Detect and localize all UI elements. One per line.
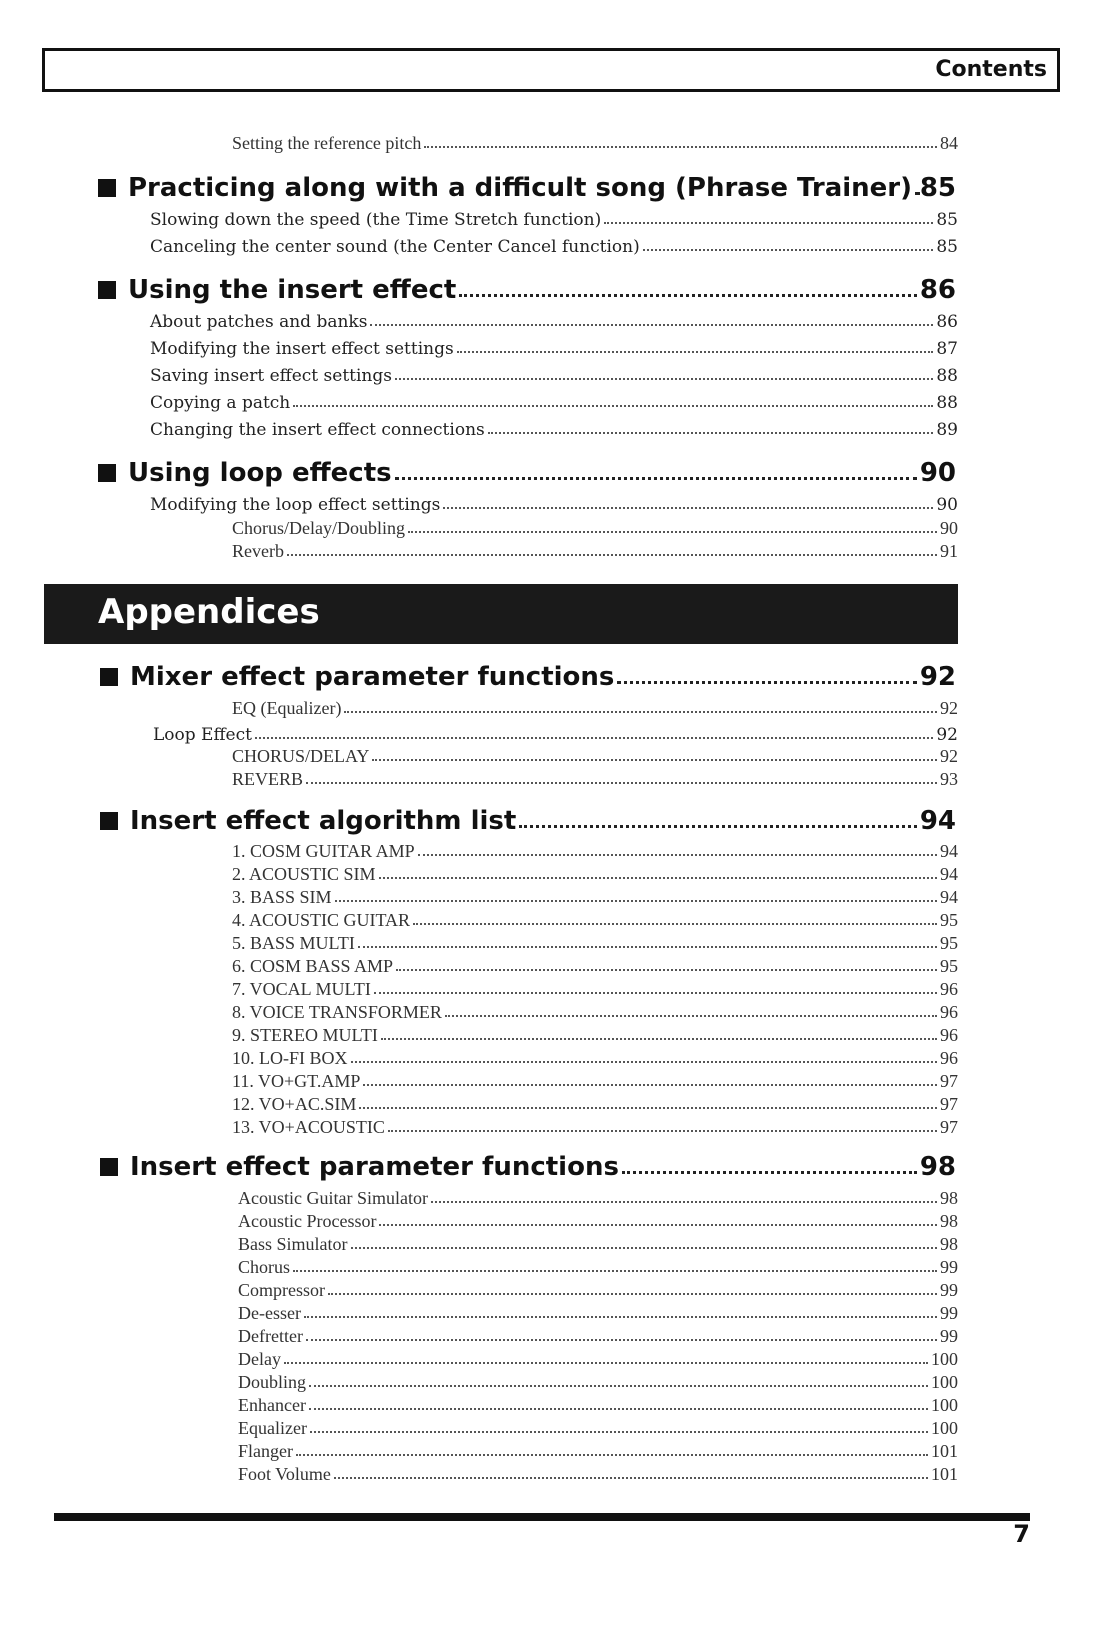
toc-label: Chorus bbox=[238, 1257, 291, 1277]
toc-item-row[interactable] bbox=[238, 1257, 958, 1278]
toc-page-number: 86 bbox=[919, 275, 956, 305]
toc-leader-dots bbox=[408, 531, 937, 533]
toc-label: Modifying the loop effect settings bbox=[150, 495, 441, 515]
toc-leader-dots bbox=[304, 1316, 937, 1318]
toc-item-row[interactable] bbox=[238, 1211, 958, 1232]
toc-leader-dots bbox=[413, 923, 937, 925]
toc-leader-dots bbox=[363, 1084, 937, 1086]
toc-label: 5. BASS MULTI bbox=[232, 933, 355, 953]
toc-item-row[interactable] bbox=[238, 1441, 958, 1462]
toc-leader-dots bbox=[344, 711, 937, 713]
toc-leader-dots bbox=[488, 432, 934, 434]
toc-page-number: 97 bbox=[940, 1094, 958, 1114]
toc-leader-dots bbox=[358, 946, 937, 948]
toc-item-row[interactable] bbox=[232, 1094, 958, 1115]
toc-page-number: 100 bbox=[931, 1372, 958, 1392]
toc-label: Copying a patch bbox=[150, 393, 291, 413]
section-bullet-icon bbox=[100, 1158, 118, 1176]
toc-page-number: 95 bbox=[940, 910, 958, 930]
toc-leader-dots bbox=[424, 146, 937, 148]
toc-item-row[interactable] bbox=[238, 1188, 958, 1209]
toc-leader-dots bbox=[915, 192, 917, 195]
toc-leader-dots bbox=[418, 854, 937, 856]
toc-label: Canceling the center sound (the Center Cancel function) bbox=[150, 237, 640, 257]
toc-page-number: 96 bbox=[940, 1025, 958, 1045]
toc-item-row[interactable] bbox=[232, 133, 958, 154]
toc-item-row[interactable] bbox=[232, 769, 958, 790]
toc-leader-dots bbox=[296, 1454, 928, 1456]
toc-item-row[interactable] bbox=[238, 1326, 958, 1347]
toc-subsection-row[interactable] bbox=[150, 237, 958, 257]
toc-page-number: 96 bbox=[940, 979, 958, 999]
toc-item-row[interactable] bbox=[238, 1418, 958, 1439]
toc-page-number: 90 bbox=[936, 495, 958, 515]
toc-label: Bass Simulator bbox=[238, 1234, 348, 1254]
toc-item-row[interactable] bbox=[232, 933, 958, 954]
toc-label: 13. VO+ACOUSTIC bbox=[232, 1117, 385, 1137]
toc-page-number: 95 bbox=[940, 933, 958, 953]
toc-label: Saving insert effect settings bbox=[150, 366, 392, 386]
toc-item-row[interactable] bbox=[232, 1025, 958, 1046]
toc-page-number: 84 bbox=[940, 133, 958, 153]
toc-page-number: 98 bbox=[940, 1188, 958, 1208]
toc-label: CHORUS/DELAY bbox=[232, 746, 370, 766]
toc-page-number: 85 bbox=[936, 237, 958, 257]
toc-page-number: 94 bbox=[940, 864, 958, 884]
toc-subsection-row[interactable] bbox=[150, 393, 958, 413]
toc-leader-dots bbox=[293, 405, 933, 407]
toc-leader-dots bbox=[287, 554, 937, 556]
toc-label: Defretter bbox=[238, 1326, 303, 1346]
toc-label: 7. VOCAL MULTI bbox=[232, 979, 371, 999]
toc-leader-dots bbox=[381, 1038, 937, 1040]
toc-label: 12. VO+AC.SIM bbox=[232, 1094, 357, 1114]
toc-item-row[interactable] bbox=[232, 1117, 958, 1138]
toc-label: 8. VOICE TRANSFORMER bbox=[232, 1002, 442, 1022]
toc-leader-dots bbox=[443, 507, 933, 509]
toc-label: 6. COSM BASS AMP bbox=[232, 956, 394, 976]
toc-label: EQ (Equalizer) bbox=[232, 698, 342, 718]
toc-item-row[interactable] bbox=[232, 518, 958, 539]
toc-leader-dots bbox=[334, 1477, 928, 1479]
toc-item-row[interactable] bbox=[238, 1234, 958, 1255]
toc-item-row[interactable] bbox=[238, 1349, 958, 1370]
toc-leader-dots bbox=[306, 1339, 937, 1341]
toc-label: Using loop effects bbox=[128, 458, 392, 488]
section-bullet-icon bbox=[100, 812, 118, 830]
toc-label: Flanger bbox=[238, 1441, 293, 1461]
toc-item-row[interactable] bbox=[232, 887, 958, 908]
toc-page-number: 98 bbox=[940, 1211, 958, 1231]
toc-leader-dots bbox=[622, 1171, 917, 1174]
section-bullet-icon bbox=[100, 668, 118, 686]
toc-page-number: 86 bbox=[936, 312, 958, 332]
toc-label: 2. ACOUSTIC SIM bbox=[232, 864, 376, 884]
toc-leader-dots bbox=[309, 1408, 928, 1410]
toc-item-row[interactable] bbox=[232, 864, 958, 885]
toc-section-row[interactable] bbox=[98, 458, 956, 488]
toc-label: 1. COSM GUITAR AMP bbox=[232, 841, 415, 861]
toc-page-number: 97 bbox=[940, 1117, 958, 1137]
toc-leader-dots bbox=[395, 477, 917, 480]
toc-item-row[interactable] bbox=[238, 1303, 958, 1324]
toc-subsection-row[interactable] bbox=[150, 312, 958, 332]
toc-leader-dots bbox=[293, 1270, 937, 1272]
toc-item-row[interactable] bbox=[232, 979, 958, 1000]
toc-page-number: 94 bbox=[919, 806, 956, 836]
toc-label: Acoustic Processor bbox=[238, 1211, 377, 1231]
page-number: 7 bbox=[1013, 1520, 1030, 1548]
toc-page-number: 97 bbox=[940, 1071, 958, 1091]
toc-page-number: 89 bbox=[936, 420, 958, 440]
toc-label: Equalizer bbox=[238, 1418, 307, 1438]
toc-page-number: 99 bbox=[940, 1280, 958, 1300]
toc-page-number: 96 bbox=[940, 1002, 958, 1022]
toc-item-row[interactable] bbox=[232, 1002, 958, 1023]
toc-item-row[interactable] bbox=[232, 1048, 958, 1069]
toc-label: Compressor bbox=[238, 1280, 325, 1300]
toc-label: Loop Effect bbox=[153, 725, 252, 745]
toc-page-number: 93 bbox=[940, 769, 958, 789]
toc-section-row[interactable] bbox=[100, 662, 956, 692]
toc-section-row[interactable] bbox=[100, 806, 956, 836]
toc-leader-dots bbox=[372, 759, 937, 761]
section-bullet-icon bbox=[98, 464, 116, 482]
toc-page-number: 99 bbox=[940, 1303, 958, 1323]
toc-leader-dots bbox=[431, 1201, 937, 1203]
toc-page-number: 90 bbox=[919, 458, 956, 488]
toc-subsection-row[interactable] bbox=[150, 339, 958, 359]
toc-leader-dots bbox=[379, 1224, 937, 1226]
toc-leader-dots bbox=[379, 877, 937, 879]
toc-leader-dots bbox=[335, 900, 937, 902]
toc-label: REVERB bbox=[232, 769, 304, 789]
footer-rule bbox=[54, 1513, 1030, 1521]
toc-item-row[interactable] bbox=[238, 1280, 958, 1301]
section-bullet-icon bbox=[98, 179, 116, 197]
toc-page-number: 92 bbox=[940, 746, 958, 766]
toc-item-row[interactable] bbox=[232, 956, 958, 977]
toc-item-row[interactable] bbox=[232, 910, 958, 931]
toc-page-number: 90 bbox=[940, 518, 958, 538]
toc-page-number: 91 bbox=[940, 541, 958, 561]
toc-label: Changing the insert effect connections bbox=[150, 420, 485, 440]
toc-item-row[interactable] bbox=[232, 841, 958, 862]
toc-label: Slowing down the speed (the Time Stretch function) bbox=[150, 210, 602, 230]
toc-page-number: 99 bbox=[940, 1257, 958, 1277]
toc-page-number: 88 bbox=[936, 393, 958, 413]
toc-subsection-row[interactable] bbox=[150, 210, 958, 230]
toc-leader-dots bbox=[388, 1130, 937, 1132]
toc-item-row[interactable] bbox=[232, 698, 958, 719]
toc-label: Using the insert effect bbox=[128, 275, 457, 305]
toc-label: Foot Volume bbox=[238, 1464, 331, 1484]
toc-leader-dots bbox=[396, 969, 937, 971]
toc-leader-dots bbox=[395, 378, 933, 380]
toc-leader-dots bbox=[306, 782, 937, 784]
toc-label: 3. BASS SIM bbox=[232, 887, 332, 907]
toc-section-row[interactable] bbox=[100, 1152, 956, 1182]
toc-label: About patches and banks bbox=[150, 312, 368, 332]
toc-label: Reverb bbox=[232, 541, 284, 561]
toc-page-number: 94 bbox=[940, 841, 958, 861]
toc-page-number: 92 bbox=[936, 725, 958, 745]
toc-page-number: 101 bbox=[931, 1441, 958, 1461]
toc-item-row[interactable] bbox=[238, 1395, 958, 1416]
toc-leader-dots bbox=[604, 222, 933, 224]
toc-leader-dots bbox=[459, 294, 917, 297]
toc-item-row[interactable] bbox=[232, 541, 958, 562]
toc-label: Insert effect parameter functions bbox=[130, 1152, 619, 1182]
toc-leader-dots bbox=[617, 681, 916, 684]
toc-page-number: 87 bbox=[936, 339, 958, 359]
toc-page-number: 94 bbox=[940, 887, 958, 907]
toc-label: 11. VO+GT.AMP bbox=[232, 1071, 361, 1091]
toc-subsection-row[interactable] bbox=[150, 366, 958, 386]
toc-page-number: 100 bbox=[931, 1418, 958, 1438]
toc-leader-dots bbox=[457, 351, 934, 353]
toc-item-row[interactable] bbox=[238, 1464, 958, 1485]
appendices-banner bbox=[44, 584, 958, 644]
toc-leader-dots bbox=[351, 1061, 938, 1063]
toc-section-row[interactable] bbox=[98, 173, 956, 203]
toc-leader-dots bbox=[255, 737, 933, 739]
toc-section-row[interactable] bbox=[98, 275, 956, 305]
toc-label: De-esser bbox=[238, 1303, 301, 1323]
toc-leader-dots bbox=[310, 1431, 928, 1433]
toc-label: 10. LO-FI BOX bbox=[232, 1048, 348, 1068]
toc-page-number: 101 bbox=[931, 1464, 958, 1484]
toc-label: Acoustic Guitar Simulator bbox=[238, 1188, 428, 1208]
toc-label: Modifying the insert effect settings bbox=[150, 339, 454, 359]
toc-page-number: 95 bbox=[940, 956, 958, 976]
toc-page-number: 85 bbox=[936, 210, 958, 230]
toc-item-row[interactable] bbox=[232, 746, 958, 767]
appendices-title: Appendices bbox=[98, 592, 320, 632]
toc-label: Enhancer bbox=[238, 1395, 306, 1415]
toc-label: Practicing along with a difficult song (Phrase Trainer) bbox=[128, 173, 913, 203]
toc-leader-dots bbox=[309, 1385, 928, 1387]
toc-label: Setting the reference pitch bbox=[232, 133, 422, 153]
toc-leader-dots bbox=[370, 324, 933, 326]
toc-label: Doubling bbox=[238, 1372, 307, 1392]
toc-leader-dots bbox=[445, 1015, 937, 1017]
toc-subsection-row[interactable] bbox=[150, 420, 958, 440]
toc-label: 9. STEREO MULTI bbox=[232, 1025, 378, 1045]
toc-page-number: 88 bbox=[936, 366, 958, 386]
toc-label: Insert effect algorithm list bbox=[130, 806, 517, 836]
toc-page-number: 92 bbox=[919, 662, 956, 692]
toc-subsection-row[interactable] bbox=[150, 495, 958, 515]
toc-page-number: 96 bbox=[940, 1048, 958, 1068]
toc-leader-dots bbox=[284, 1362, 928, 1364]
toc-page-number: 98 bbox=[940, 1234, 958, 1254]
toc-label: Delay bbox=[238, 1349, 281, 1369]
toc-leader-dots bbox=[351, 1247, 937, 1249]
toc-page-number: 100 bbox=[931, 1395, 958, 1415]
toc-leader-dots bbox=[519, 825, 917, 828]
page-header-title: Contents bbox=[935, 57, 1047, 82]
toc-page-number: 85 bbox=[919, 173, 956, 203]
toc-label: Mixer effect parameter functions bbox=[130, 662, 615, 692]
toc-label: Chorus/Delay/Doubling bbox=[232, 518, 405, 538]
toc-item-row[interactable] bbox=[238, 1372, 958, 1393]
toc-leader-dots bbox=[359, 1107, 937, 1109]
toc-subsection-row[interactable] bbox=[153, 725, 958, 745]
toc-page-number: 100 bbox=[931, 1349, 958, 1369]
toc-page-number: 98 bbox=[919, 1152, 956, 1182]
toc-page-number: 99 bbox=[940, 1326, 958, 1346]
toc-leader-dots bbox=[643, 249, 934, 251]
toc-label: 4. ACOUSTIC GUITAR bbox=[232, 910, 411, 930]
section-bullet-icon bbox=[98, 281, 116, 299]
toc-leader-dots bbox=[374, 992, 937, 994]
header-box bbox=[42, 48, 1060, 92]
toc-item-row[interactable] bbox=[232, 1071, 958, 1092]
toc-leader-dots bbox=[328, 1293, 937, 1295]
toc-page-number: 92 bbox=[940, 698, 958, 718]
